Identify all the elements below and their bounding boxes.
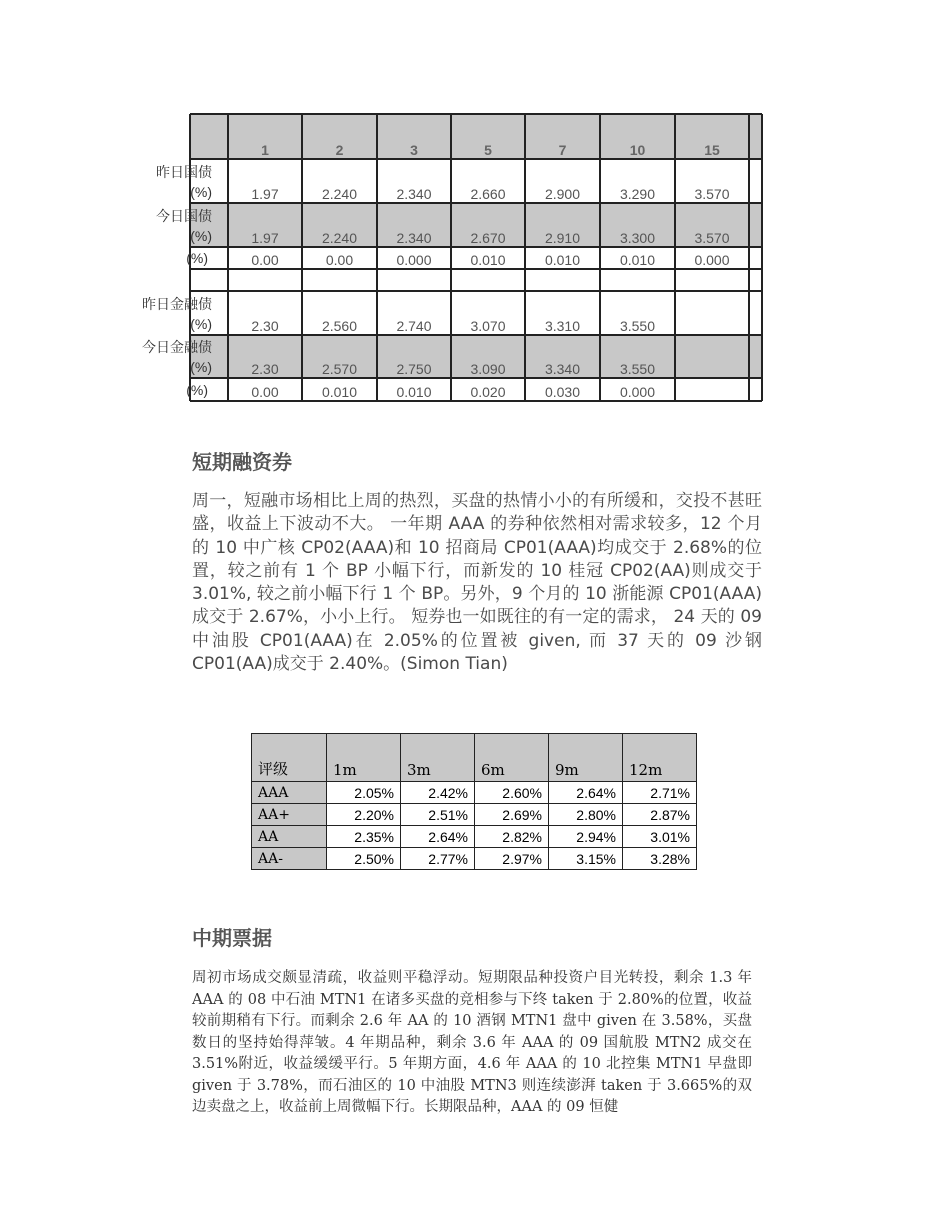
yield-value-cell [675, 269, 749, 291]
yield-value-cell: 2.240 [321, 186, 358, 202]
table-row [252, 826, 697, 848]
yield-value-cell: 3.300 [600, 203, 675, 247]
yield-value-cell [525, 269, 600, 291]
yield-table [190, 114, 762, 401]
yield-value-cell: 2.570 [302, 335, 377, 378]
yield-value-cell: 3.550 [600, 335, 675, 378]
cp-header-cell: 9m [549, 734, 623, 782]
yield-value-cell [675, 291, 749, 335]
yield-value-cell: 2.900 [544, 186, 581, 202]
cp-value: 2.87% [623, 804, 697, 826]
grid-line [190, 158, 762, 160]
yield-row-label [88, 248, 208, 268]
table-row [252, 848, 697, 870]
yield-value-cell: 2.240 [302, 203, 377, 247]
cp-rating-table [251, 733, 697, 870]
yield-value-cell: 0.010 [396, 384, 432, 400]
yield-value-cell: 2.560 [321, 318, 358, 334]
rating-label: AA- [252, 848, 327, 870]
yield-row-stub [190, 269, 228, 291]
cp-value: 2.20% [327, 804, 401, 826]
yield-row-label [92, 206, 212, 246]
yield-value-cell [675, 335, 749, 378]
cp-value: 2.35% [327, 826, 401, 848]
yield-header-cell: 15 [675, 114, 749, 159]
yield-row-label-line: 昨日金融债 [142, 296, 212, 312]
yield-value-cell [377, 269, 451, 291]
cp-value: 2.51% [401, 804, 475, 826]
grid-line [301, 114, 303, 401]
mtn-paragraph: 周初市场成交颇显清疏，收益则平稳浮动。短期限品种投资户目光转投，剩余 1.3 年 AAA 的 08 中石油 MTN1 在诸多买盘的竞相参与下终 taken 于 2.80%的位置，收益较前期稍有下行。而剩余 2.6 年 AA 的 10 酒钢 MTN1 盘中 given 在 3.58%，买盘数日的坚持始得萍皱。4 年期品种，剩余 3.6 年 AAA 的 09 国航股 MTN2 成交在 3.51%附近，收益缓缓平行。5 年期方面，4.6 年 AAA 的 10 北控集 MTN1 早盘即 given 于 3.78%，而石油区的 10 中油股 MTN3 则连续澎湃 taken 于 3.665%的双边卖盘之上，收益前上周微幅下行。长期限品种，AAA 的 09 恒健 [192, 970, 752, 1115]
yield-row-label [92, 294, 212, 334]
yield-value-cell [228, 269, 302, 291]
grid-line [190, 113, 762, 115]
yield-header-cell: 5 [451, 114, 525, 159]
cp-value: 3.01% [623, 826, 697, 848]
cp-header-cell: 1m [327, 734, 401, 782]
cp-value: 2.77% [401, 848, 475, 870]
grid-line [190, 268, 762, 270]
cp-value: 2.97% [475, 848, 549, 870]
yield-value-cell: 2.30 [228, 335, 302, 378]
grid-line [599, 114, 601, 401]
yield-value-cell: 3.340 [525, 335, 600, 378]
yield-header-cell: 3 [377, 114, 451, 159]
grid-line [748, 114, 750, 401]
yield-value-cell: 1.97 [228, 203, 302, 247]
yield-row-label [92, 337, 212, 377]
grid-line [450, 114, 452, 401]
grid-line [376, 114, 378, 401]
yield-value-cell: 3.090 [451, 335, 525, 378]
yield-value-cell: 0.00 [251, 252, 279, 268]
yield-value-cell: 0.010 [619, 252, 656, 268]
yield-row-label [88, 380, 208, 400]
yield-row-label-line: (%) [186, 250, 208, 266]
rating-label: AA+ [252, 804, 327, 826]
rating-label: AA [252, 826, 327, 848]
yield-row-label-line: 今日国债 [156, 208, 212, 224]
rating-label: AAA [252, 782, 327, 804]
yield-value-cell: 0.00 [325, 252, 354, 268]
grid-line [190, 290, 762, 292]
cp-value: 2.71% [623, 782, 697, 804]
cp-value: 2.64% [549, 782, 623, 804]
grid-line [190, 202, 762, 204]
yield-row-label-line: (%) [190, 184, 212, 200]
table-row [252, 782, 697, 804]
yield-value-cell: 1.97 [251, 186, 279, 202]
grid-line [190, 246, 762, 248]
yield-value-cell: 2.340 [396, 186, 432, 202]
cp-value: 2.69% [475, 804, 549, 826]
cp-value: 3.28% [623, 848, 697, 870]
yield-value-cell [302, 269, 377, 291]
yield-value-cell: 2.750 [377, 335, 451, 378]
yield-value-cell: 2.30 [251, 318, 279, 334]
yield-value-cell: 0.000 [619, 384, 656, 400]
cp-value: 2.80% [549, 804, 623, 826]
cp-value: 2.05% [327, 782, 401, 804]
cp-value: 2.82% [475, 826, 549, 848]
yield-value-cell: 0.000 [396, 252, 432, 268]
yield-header-cell [190, 114, 228, 159]
cp-value: 2.94% [549, 826, 623, 848]
yield-row-label-line: (%) [190, 316, 212, 332]
yield-value-cell: 3.570 [675, 203, 749, 247]
cp-paragraph: 周一，短融市场相比上周的热烈，买盘的热情小小的有所缓和，交投不甚旺盛，收益上下波动不大。 一年期 AAA 的券种依然相对需求较多，12 个月的 10 中广核 CP02(AAA)和 10 招商局 CP01(AAA)均成交于 2.68%的位置，较之前有 1 个 BP 小幅下行，而新发的 10 桂冠 CP02(AA)则成交于 3.01%, 较之前小幅下行 1 个 BP。另外，9 个月的 10 浙能源 CP01(AAA)成交于 2.67%，小小上行。 短券也一如既往的有一定的需求， 24 天的 09 中油股 CP01(AAA)在 2.05%的位置被 given, 而 37 天的 09 沙钢 CP01(AA)成交于 2.40%。(Simon Tian) [192, 491, 762, 675]
grid-line [524, 114, 526, 401]
yield-value-cell: 2.660 [470, 186, 506, 202]
yield-value-cell: 0.000 [694, 252, 730, 268]
yield-value-cell: 0.010 [470, 252, 506, 268]
yield-value-cell: 0.00 [251, 384, 279, 400]
yield-value-cell: 0.020 [470, 384, 506, 400]
yield-value-cell: 0.010 [544, 252, 581, 268]
cp-value: 3.15% [549, 848, 623, 870]
yield-value-cell: 3.290 [619, 186, 656, 202]
yield-header-cell: 2 [302, 114, 377, 159]
cp-value: 2.50% [327, 848, 401, 870]
grid-line [674, 114, 676, 401]
cp-header-cell: 12m [623, 734, 697, 782]
yield-row-label-line: (%) [190, 228, 212, 244]
grid-line [761, 114, 763, 401]
yield-value-cell [600, 269, 675, 291]
cp-value: 2.64% [401, 826, 475, 848]
grid-line [190, 377, 762, 379]
yield-value-cell: 2.670 [451, 203, 525, 247]
yield-row-label-line: (%) [186, 382, 208, 398]
yield-header-cell: 1 [228, 114, 302, 159]
yield-header-cell: 10 [600, 114, 675, 159]
cp-value: 2.42% [401, 782, 475, 804]
yield-value-cell: 3.570 [694, 186, 730, 202]
yield-row-label-line: 昨日国债 [156, 164, 212, 180]
grid-line [190, 334, 762, 336]
yield-value-cell: 2.740 [396, 318, 432, 334]
yield-value-cell: 0.030 [544, 384, 581, 400]
section-heading-mtn: 中期票据 [192, 926, 272, 950]
yield-value-cell: 3.550 [619, 318, 656, 334]
yield-value-cell: 3.310 [544, 318, 581, 334]
grid-line [190, 400, 762, 402]
yield-row-label [92, 162, 212, 202]
section-heading-cp: 短期融资券 [192, 450, 292, 474]
yield-value-cell [675, 378, 749, 401]
cp-value: 2.60% [475, 782, 549, 804]
cp-header-cell: 评级 [252, 734, 327, 782]
yield-value-cell: 0.010 [321, 384, 358, 400]
yield-header-cell: 7 [525, 114, 600, 159]
yield-value-cell: 3.070 [470, 318, 506, 334]
cp-header-cell: 6m [475, 734, 549, 782]
cp-table-header-row [252, 734, 697, 782]
grid-line [227, 114, 229, 401]
yield-row-label-line: 今日金融债 [142, 339, 212, 355]
yield-value-cell [451, 269, 525, 291]
table-row [252, 804, 697, 826]
cp-header-cell: 3m [401, 734, 475, 782]
yield-row-label-line: (%) [190, 359, 212, 375]
yield-value-cell: 2.340 [377, 203, 451, 247]
yield-value-cell: 2.910 [525, 203, 600, 247]
